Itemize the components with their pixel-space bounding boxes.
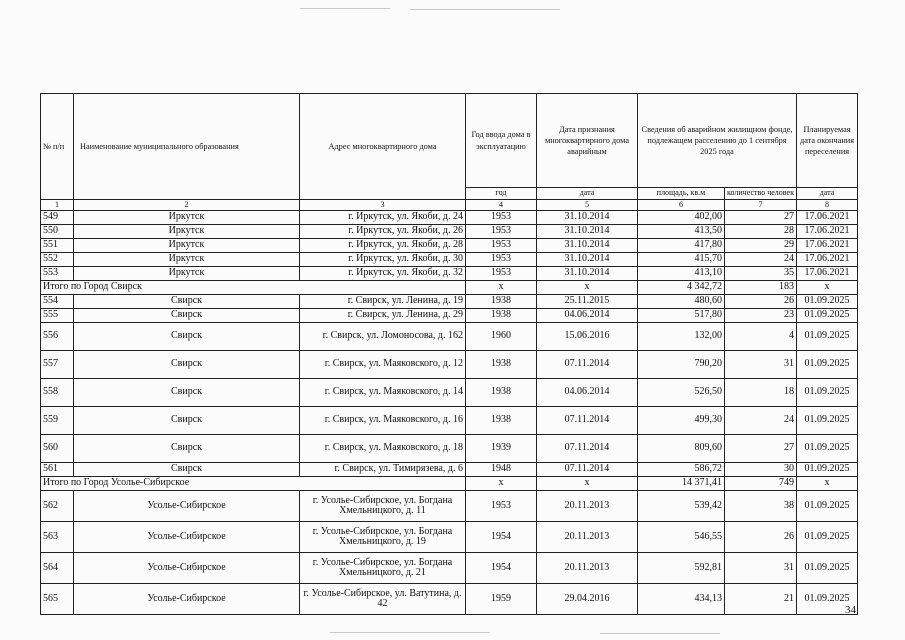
municipality-cell: Усолье-Сибирское: [74, 584, 300, 615]
year-cell: 1938: [466, 379, 537, 407]
col-header-municipality: Наименование муниципального образования: [74, 94, 300, 200]
emergency-date-cell: 04.06.2014: [537, 309, 638, 323]
total-row: [41, 281, 858, 295]
emergency-date-cell: x: [537, 281, 638, 295]
emergency-date-cell: 07.11.2014: [537, 435, 638, 463]
table-row: [41, 407, 858, 435]
municipality-cell: Иркутск: [74, 211, 300, 225]
year-cell: 1938: [466, 309, 537, 323]
area-cell: 413,50: [638, 225, 725, 239]
scan-artifact: [330, 632, 490, 633]
col-header-number: № п/п: [41, 94, 74, 200]
plan-date-cell: 01.09.2025: [797, 463, 858, 477]
emergency-date-cell: 25.11.2015: [537, 295, 638, 309]
column-number: 6: [638, 200, 725, 211]
emergency-date-cell: 31.10.2014: [537, 211, 638, 225]
emergency-date-cell: 07.11.2014: [537, 351, 638, 379]
municipality-cell: Свирск: [74, 309, 300, 323]
municipality-cell: Свирск: [74, 407, 300, 435]
emergency-date-cell: 31.10.2014: [537, 253, 638, 267]
table-row: [41, 323, 858, 351]
address-cell: г. Свирск, ул. Маяковского, д. 18: [300, 435, 466, 463]
municipality-cell: Усолье-Сибирское: [74, 491, 300, 522]
table-row: [41, 379, 858, 407]
plan-date-cell: 01.09.2025: [797, 522, 858, 553]
address-cell: г. Свирск, ул. Тимирязева, д. 6: [300, 463, 466, 477]
plan-date-cell: 01.09.2025: [797, 584, 858, 615]
address-cell: г. Свирск, ул. Ленина, д. 29: [300, 309, 466, 323]
emergency-date-cell: 15.06.2016: [537, 323, 638, 351]
plan-date-cell: x: [797, 281, 858, 295]
municipality-cell: Свирск: [74, 295, 300, 309]
year-cell: 1939: [466, 435, 537, 463]
area-cell: 499,30: [638, 407, 725, 435]
area-cell: 526,50: [638, 379, 725, 407]
municipality-cell: Свирск: [74, 435, 300, 463]
emergency-housing-table: [40, 93, 858, 615]
row-number: 562: [41, 491, 74, 522]
total-people-cell: 749: [725, 477, 797, 491]
column-number: 5: [537, 200, 638, 211]
row-number: 558: [41, 379, 74, 407]
plan-date-cell: 01.09.2025: [797, 379, 858, 407]
plan-date-cell: 17.06.2021: [797, 253, 858, 267]
plan-date-cell: 01.09.2025: [797, 309, 858, 323]
column-number: 2: [74, 200, 300, 211]
unit-cell: площадь, кв.м: [638, 188, 725, 200]
year-cell: 1948: [466, 463, 537, 477]
row-number: 551: [41, 239, 74, 253]
people-cell: 21: [725, 584, 797, 615]
total-area-cell: 14 371,41: [638, 477, 725, 491]
emergency-date-cell: 29.04.2016: [537, 584, 638, 615]
column-number: 3: [300, 200, 466, 211]
plan-date-cell: 01.09.2025: [797, 435, 858, 463]
emergency-date-cell: 20.11.2013: [537, 553, 638, 584]
row-number: 552: [41, 253, 74, 267]
plan-date-cell: 01.09.2025: [797, 323, 858, 351]
total-people-cell: 183: [725, 281, 797, 295]
municipality-cell: Иркутск: [74, 225, 300, 239]
plan-date-cell: 17.06.2021: [797, 225, 858, 239]
row-number: 564: [41, 553, 74, 584]
area-cell: 434,13: [638, 584, 725, 615]
total-label: Итого по Город Свирск: [41, 281, 466, 295]
people-cell: 31: [725, 553, 797, 584]
area-cell: 539,42: [638, 491, 725, 522]
row-number: 550: [41, 225, 74, 239]
emergency-date-cell: 04.06.2014: [537, 379, 638, 407]
col-header-year: Год ввода дома в эксплуатацию: [466, 94, 537, 188]
table-row: [41, 522, 858, 553]
year-cell: 1953: [466, 253, 537, 267]
unit-cell: год: [466, 188, 537, 200]
address-cell: г. Иркутск, ул. Якоби, д. 28: [300, 239, 466, 253]
plan-date-cell: 17.06.2021: [797, 239, 858, 253]
table-row: [41, 295, 858, 309]
table-row: [41, 351, 858, 379]
plan-date-cell: 17.06.2021: [797, 267, 858, 281]
area-cell: 592,81: [638, 553, 725, 584]
total-area-cell: 4 342,72: [638, 281, 725, 295]
scan-artifact: [410, 9, 560, 10]
plan-date-cell: 01.09.2025: [797, 407, 858, 435]
people-cell: 26: [725, 522, 797, 553]
emergency-date-cell: 07.11.2014: [537, 407, 638, 435]
address-cell: г. Усолье-Сибирское, ул. Богдана Хмельницкого, д. 19: [300, 522, 466, 553]
row-number: 555: [41, 309, 74, 323]
row-number: 561: [41, 463, 74, 477]
area-cell: 415,70: [638, 253, 725, 267]
plan-date-cell: 01.09.2025: [797, 351, 858, 379]
col-header-emergency-date: Дата признания многоквартирного дома аварийным: [537, 94, 638, 188]
row-number: 565: [41, 584, 74, 615]
year-cell: 1938: [466, 407, 537, 435]
area-cell: 417,80: [638, 239, 725, 253]
unit-cell: дата: [797, 188, 858, 200]
row-number: 559: [41, 407, 74, 435]
table-row: [41, 211, 858, 225]
emergency-date-cell: 20.11.2013: [537, 491, 638, 522]
emergency-date-cell: 07.11.2014: [537, 463, 638, 477]
address-cell: г. Свирск, ул. Маяковского, д. 16: [300, 407, 466, 435]
area-cell: 790,20: [638, 351, 725, 379]
address-cell: г. Иркутск, ул. Якоби, д. 26: [300, 225, 466, 239]
year-cell: x: [466, 477, 537, 491]
row-number: 557: [41, 351, 74, 379]
table-row: [41, 239, 858, 253]
page-number: 34: [845, 604, 856, 616]
table-row: [41, 463, 858, 477]
municipality-cell: Усолье-Сибирское: [74, 522, 300, 553]
people-cell: 27: [725, 211, 797, 225]
column-number: 4: [466, 200, 537, 211]
address-cell: г. Усолье-Сибирское, ул. Ватутина, д. 42: [300, 584, 466, 615]
municipality-cell: Иркутск: [74, 239, 300, 253]
plan-date-cell: 01.09.2025: [797, 295, 858, 309]
area-cell: 132,00: [638, 323, 725, 351]
row-number: 556: [41, 323, 74, 351]
address-cell: г. Иркутск, ул. Якоби, д. 24: [300, 211, 466, 225]
people-cell: 4: [725, 323, 797, 351]
area-cell: 809,60: [638, 435, 725, 463]
column-number: 1: [41, 200, 74, 211]
unit-cell: дата: [537, 188, 638, 200]
address-cell: г. Свирск, ул. Ленина, д. 19: [300, 295, 466, 309]
row-number: 560: [41, 435, 74, 463]
total-label: Итого по Город Усолье-Сибирское: [41, 477, 466, 491]
table-row: [41, 225, 858, 239]
people-cell: 30: [725, 463, 797, 477]
emergency-date-cell: 31.10.2014: [537, 267, 638, 281]
plan-date-cell: 17.06.2021: [797, 211, 858, 225]
people-cell: 29: [725, 239, 797, 253]
year-cell: 1938: [466, 351, 537, 379]
people-cell: 38: [725, 491, 797, 522]
table-row: [41, 491, 858, 522]
area-cell: 402,00: [638, 211, 725, 225]
year-cell: 1959: [466, 584, 537, 615]
people-cell: 24: [725, 253, 797, 267]
table-row: [41, 435, 858, 463]
plan-date-cell: 01.09.2025: [797, 491, 858, 522]
people-cell: 27: [725, 435, 797, 463]
area-cell: 586,72: [638, 463, 725, 477]
area-cell: 546,55: [638, 522, 725, 553]
plan-date-cell: x: [797, 477, 858, 491]
year-cell: 1953: [466, 491, 537, 522]
address-cell: г. Усолье-Сибирское, ул. Богдана Хмельницкого, д. 21: [300, 553, 466, 584]
municipality-cell: Иркутск: [74, 253, 300, 267]
emergency-date-cell: 31.10.2014: [537, 239, 638, 253]
address-cell: г. Свирск, ул. Ломоносова, д. 162: [300, 323, 466, 351]
unit-cell: количество человек: [725, 188, 797, 200]
people-cell: 28: [725, 225, 797, 239]
address-cell: г. Усолье-Сибирское, ул. Богдана Хмельницкого, д. 11: [300, 491, 466, 522]
people-cell: 26: [725, 295, 797, 309]
year-cell: 1954: [466, 522, 537, 553]
year-cell: x: [466, 281, 537, 295]
people-cell: 24: [725, 407, 797, 435]
municipality-cell: Свирск: [74, 323, 300, 351]
table-row: [41, 267, 858, 281]
year-cell: 1953: [466, 267, 537, 281]
municipality-cell: Иркутск: [74, 267, 300, 281]
col-header-plan-date: Планируемая дата окончания переселения: [797, 94, 858, 188]
col-header-housing-info: Сведения об аварийном жилищном фонде, подлежащем расселению до 1 сентября 2025 года: [638, 94, 797, 188]
year-cell: 1960: [466, 323, 537, 351]
emergency-date-cell: 31.10.2014: [537, 225, 638, 239]
year-cell: 1954: [466, 553, 537, 584]
address-cell: г. Иркутск, ул. Якоби, д. 30: [300, 253, 466, 267]
column-number: 7: [725, 200, 797, 211]
municipality-cell: Усолье-Сибирское: [74, 553, 300, 584]
total-row: [41, 477, 858, 491]
address-cell: г. Свирск, ул. Маяковского, д. 14: [300, 379, 466, 407]
municipality-cell: Свирск: [74, 463, 300, 477]
year-cell: 1953: [466, 211, 537, 225]
plan-date-cell: 01.09.2025: [797, 553, 858, 584]
year-cell: 1953: [466, 239, 537, 253]
address-cell: г. Свирск, ул. Маяковского, д. 12: [300, 351, 466, 379]
municipality-cell: Свирск: [74, 351, 300, 379]
area-cell: 480,60: [638, 295, 725, 309]
header-row: [41, 94, 858, 188]
row-number: 549: [41, 211, 74, 225]
column-number: 8: [797, 200, 858, 211]
year-cell: 1953: [466, 225, 537, 239]
area-cell: 517,80: [638, 309, 725, 323]
people-cell: 23: [725, 309, 797, 323]
table-row: [41, 309, 858, 323]
municipality-cell: Свирск: [74, 379, 300, 407]
table-row: [41, 553, 858, 584]
row-number: 553: [41, 267, 74, 281]
address-cell: г. Иркутск, ул. Якоби, д. 32: [300, 267, 466, 281]
table-row: [41, 253, 858, 267]
scan-artifact: [600, 633, 720, 634]
emergency-date-cell: 20.11.2013: [537, 522, 638, 553]
col-header-address: Адрес многоквартирного дома: [300, 94, 466, 200]
people-cell: 35: [725, 267, 797, 281]
year-cell: 1938: [466, 295, 537, 309]
table-row: [41, 584, 858, 615]
emergency-date-cell: x: [537, 477, 638, 491]
row-number: 563: [41, 522, 74, 553]
row-number: 554: [41, 295, 74, 309]
people-cell: 31: [725, 351, 797, 379]
people-cell: 18: [725, 379, 797, 407]
scan-artifact: [300, 8, 390, 9]
area-cell: 413,10: [638, 267, 725, 281]
column-numbers-row: [41, 200, 858, 211]
